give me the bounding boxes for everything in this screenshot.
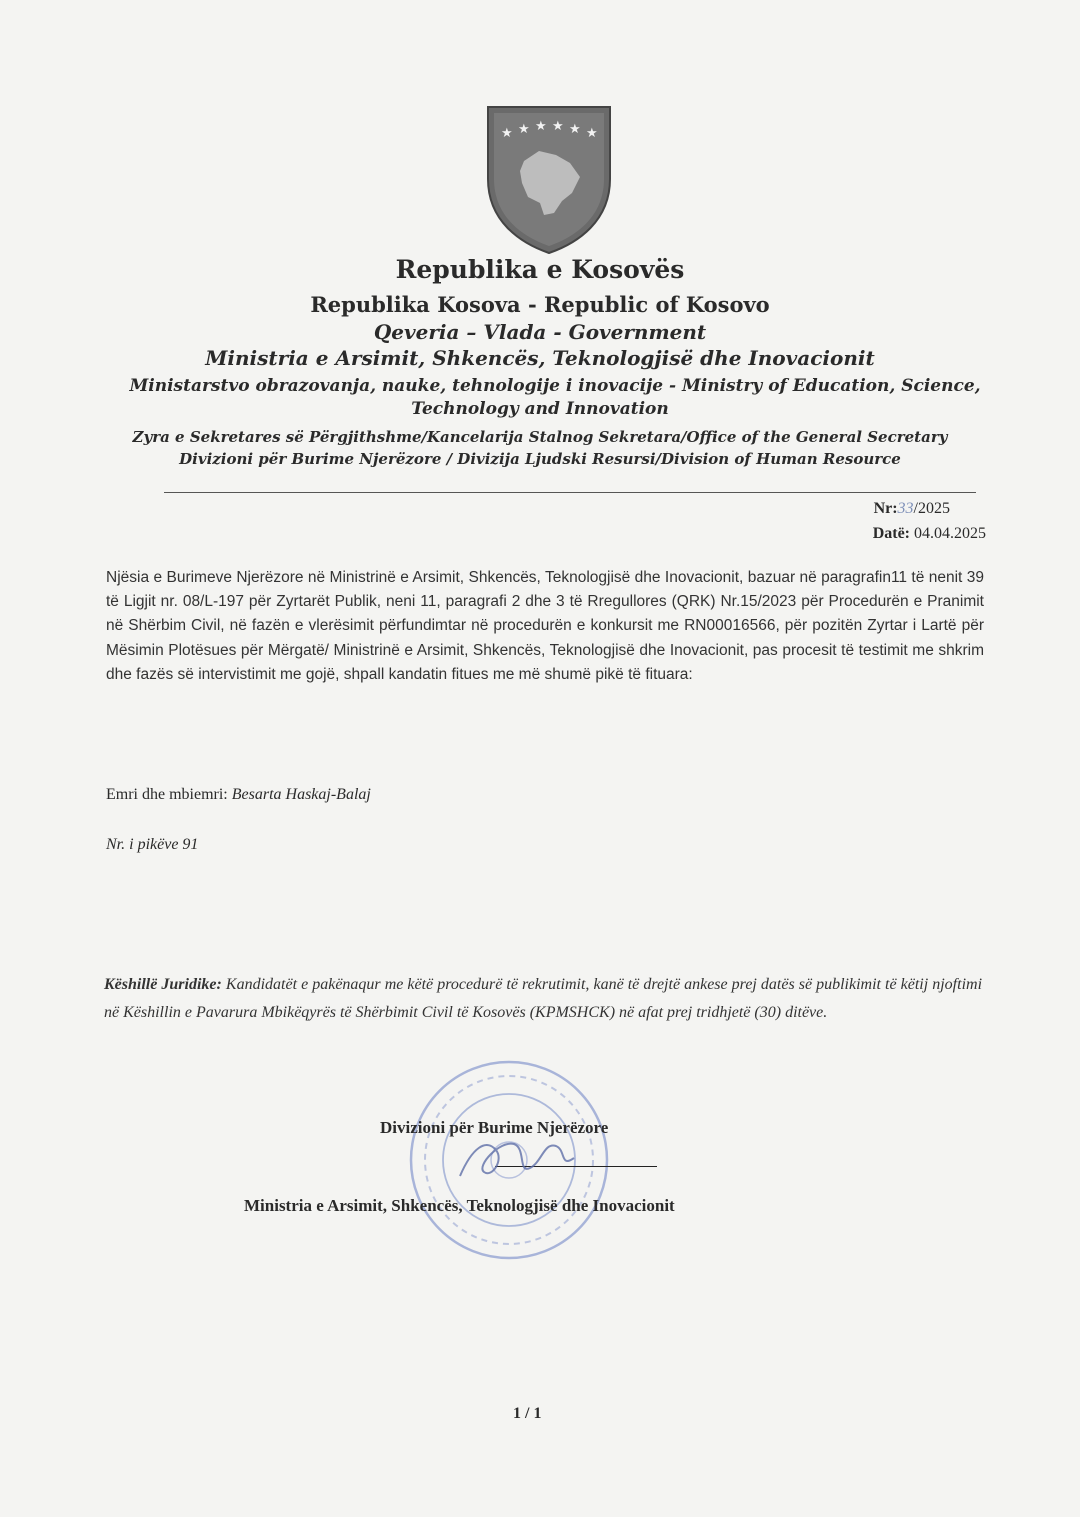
signature-ministry: Ministria e Arsimit, Shkencës, Teknologjisë dhe Inovacionit: [244, 1196, 675, 1215]
date-label: Datë:: [872, 525, 910, 542]
reference-number: [874, 500, 950, 518]
legal-advice-text: Kandidatët e pakënaqur me këtë procedurë të rekrutimit, kanë të drejtë ankese prej datës së publikimit të këtij njoftimi në Këshillin e Pavarura Mbikëqyrës të Shërbimit Civil të Kosovës (KPMSHCK) në afat prej tridhjetë (30) ditëve.: [104, 976, 983, 1021]
handwritten-signature-icon: [452, 1128, 582, 1188]
svg-text:★: ★: [518, 122, 530, 137]
svg-text:★: ★: [501, 126, 513, 141]
candidate-points-value: 91: [182, 836, 199, 853]
svg-text:★: ★: [552, 119, 564, 134]
candidate-points-label: Nr. i pikëve: [106, 836, 179, 853]
candidate-name-value: Besarta Haskaj-Balaj: [231, 786, 371, 803]
republic-title-multilingual: Republika Kosova - Republic of Kosovo: [310, 292, 770, 317]
division-title: Divizioni për Burime Njerëzore / Divizija Ljudski Resursi/Division of Human Resource: [179, 450, 901, 468]
kosovo-emblem-icon: [484, 103, 614, 255]
page-number: 1 / 1: [513, 1405, 542, 1422]
ministry-title-multilingual: Ministarstvo obrazovanja, nauke, tehnologije i inovacije - Ministry of Education, Science,: [129, 376, 981, 396]
svg-text:★: ★: [586, 126, 598, 141]
candidate-points-line: [106, 836, 198, 854]
header-divider: [164, 492, 976, 493]
reference-number-handwritten: 33: [897, 500, 914, 517]
date-value: 04.04.2025: [914, 525, 986, 542]
announcement-paragraph: Njësia e Burimeve Njerëzore në Ministrinë e Arsimit, Shkencës, Teknologjisë dhe Inovacionit, bazuar në paragrafin11 të nenit 39 të Ligjit nr. 08/L-197 për Zyrtarët Publik, neni 11, paragrafi 2 dhe 3 të Rregullores (QRK) Nr.15/2023 për Procedurën e Pranimit në Shërbim Civil, në fazën e vlerësimit përfundimtar në procedurën e konkursit me RN00016566, për pozitën Zyrtar i Lartë për Mësimin Plotësues për Mërgatë/ Ministrinë e Arsimit, Shkencës, Teknologjisë dhe Inovacionit, pas procesit të testimit me shkrim dhe fazës së intervistimit me gojë, shpall kandatin fitues me më shumë pikë të fituara:: [106, 569, 984, 683]
reference-number-label: Nr:: [873, 500, 898, 517]
candidate-name-label: Emri dhe mbiemri:: [106, 786, 228, 803]
office-title: Zyra e Sekretares së Përgjithshme/Kancelarija Stalnog Sekretara/Office of the General Secretary: [132, 428, 948, 446]
reference-number-year: /2025: [913, 500, 950, 517]
ministry-title: Ministria e Arsimit, Shkencës, Teknologjisë dhe Inovacionit: [205, 346, 875, 370]
government-title: Qeveria – Vlada - Government: [373, 320, 707, 344]
svg-text:★: ★: [569, 122, 581, 137]
republic-title: Republika e Kosovës: [395, 255, 685, 284]
ministry-title-multilingual-cont: Technology and Innovation: [411, 399, 669, 419]
svg-text:★: ★: [535, 119, 547, 134]
reference-date: [873, 525, 986, 543]
signature-division: Divizioni për Burime Njerëzore: [380, 1118, 609, 1137]
legal-advice: [104, 971, 982, 1027]
legal-advice-label: Këshillë Juridike:: [104, 976, 222, 993]
candidate-name-line: [106, 786, 371, 804]
